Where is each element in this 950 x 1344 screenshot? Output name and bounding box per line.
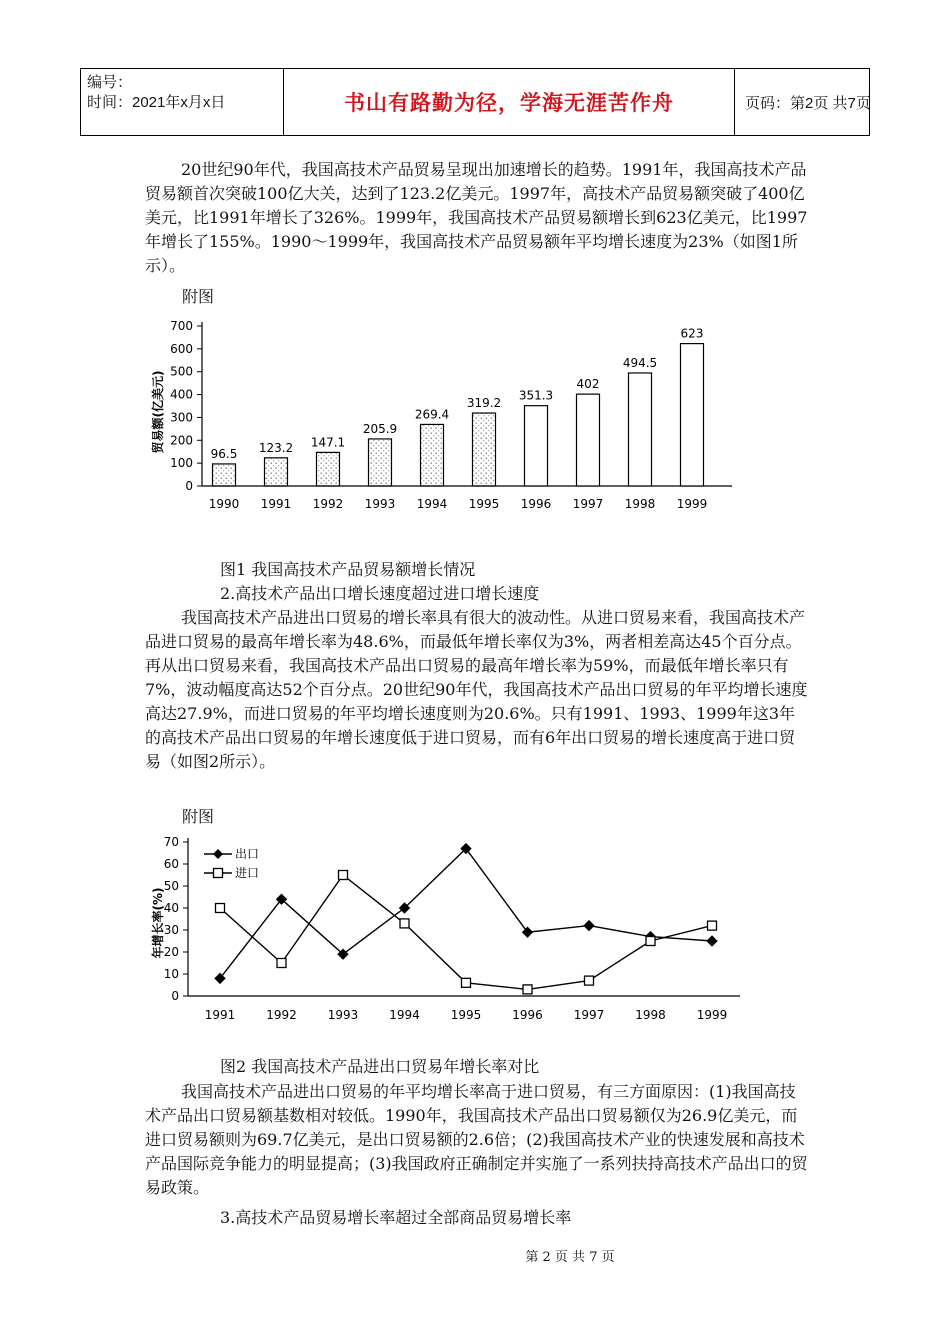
figure-1-bar [629, 373, 652, 486]
figure-1-x-tick-label: 1999 [676, 497, 708, 511]
figure-2-point-import [523, 985, 532, 994]
figure-2-y-tick-label: 0 [171, 989, 179, 1003]
figure-1-value-label: 269.4 [414, 407, 450, 422]
figure-2-x-tick-label: 1991 [204, 1008, 236, 1022]
figure-1-y-tick-label: 100 [170, 456, 193, 471]
figure-2-x-tick-label: 1998 [635, 1008, 666, 1022]
figure-1-x-tick-label: 1994 [416, 497, 448, 511]
figure-2-y-tick-label: 60 [163, 857, 179, 871]
document-time-label: 时间：2021年x月x日 [87, 94, 226, 111]
figure-2-legend-label: 出口 [235, 847, 260, 861]
document-number-label: 编号： [87, 74, 133, 91]
figure-1-y-tick-label: 400 [170, 387, 193, 402]
figure-1-bar [681, 344, 704, 486]
section-3-title: 3.高技术产品贸易增长率超过全部商品贸易增长率 [220, 1208, 572, 1227]
figure-2-x-tick-label: 1994 [389, 1008, 420, 1022]
figure-1-y-axis-label: 贸易额(亿美元) [151, 370, 165, 454]
paragraph-intro-text: 20世纪90年代，我国高技术产品贸易呈现出加速增长的趋势。1991年，我国高技术产品贸易额首次突破100亿大关，达到了123.2亿美元。1997年，高技术产品贸易额突破了400亿美元，比1991年增长了326%。1999年，我国高技术产品贸易额增长到623亿美元，比1997年增长了155%。1990～1999年，我国高技术产品贸易额年平均增长速度为23%（如图1所示）。 [145, 160, 808, 275]
header-page-info: 页码：第2页 共7页 [745, 94, 871, 112]
figure-2-x-tick-label: 1996 [512, 1008, 543, 1022]
figure-2-caption: 图2 我国高技术产品进出口贸易年增长率对比 [220, 1057, 540, 1076]
paragraph-reasons-text: 我国高技术产品进出口贸易的年平均增长率高于进口贸易，有三方面原因：(1)我国高技术产品出口贸易额基数相对较低。1990年，我国高技术产品出口贸易额仅为26.9亿美元，而进口贸易额则为69.7亿美元，是出口贸易额的2.6倍；(2)我国高技术产业的快速发展和高技术产品国际竞争能力的明显提高；(3)我国政府正确制定并实施了一系列扶持高技术产品出口的贸易政策。 [145, 1082, 808, 1197]
figure-1-value-label: 147.1 [310, 435, 346, 450]
figure-1-y-tick-label: 0 [185, 479, 193, 493]
figure-1-x-tick-label: 1992 [312, 497, 344, 511]
figure-1-value-label: 319.2 [466, 396, 502, 411]
section-2-title: 2.高技术产品出口增长速度超过进口增长速度 [220, 584, 540, 603]
figure-1-bar [473, 413, 496, 486]
figure-2-y-tick-label: 50 [163, 879, 179, 893]
figure-1-value-label: 205.9 [362, 421, 398, 436]
figure-1-bar [213, 464, 236, 486]
figure-1-x-tick-label: 1995 [468, 497, 500, 511]
figure-2-point-export [523, 927, 533, 937]
header-meta [81, 69, 284, 135]
figure-2-y-tick-label: 30 [163, 923, 179, 937]
figure-label-1: 附图 [182, 287, 215, 306]
figure-2-x-tick-label: 1999 [696, 1008, 728, 1022]
figure-1-bar [525, 406, 548, 486]
figure-label-2: 附图 [182, 807, 215, 826]
figure-2-legend-label: 进口 [235, 866, 260, 880]
figure-1-x-tick-label: 1998 [624, 497, 656, 511]
figure-2-x-tick-label: 1993 [327, 1008, 359, 1022]
figure-1-value-label: 351.3 [518, 388, 554, 403]
figure-1-value-label: 96.5 [210, 446, 238, 461]
footer-page-number: 第 2 页 共 7 页 [525, 1250, 615, 1265]
figure-1-value-label: 623 [680, 326, 704, 341]
figure-2-point-import [400, 919, 409, 928]
figure-1-bar [265, 458, 288, 486]
figure-1-value-label: 494.5 [622, 355, 658, 370]
figure-2-x-tick-label: 1995 [450, 1008, 482, 1022]
figure-2-point-import [585, 976, 594, 985]
figure-2-series-line [220, 875, 712, 989]
figure-2-point-import [216, 904, 225, 913]
figure-1-x-tick-label: 1990 [208, 497, 240, 511]
figure-2-y-axis-label: 年增长率(%) [151, 887, 165, 959]
figure-1-x-tick-label: 1997 [572, 497, 604, 511]
figure-2-y-tick-label: 70 [163, 835, 179, 849]
figure-1-bar [577, 394, 600, 486]
figure-2-point-import [708, 921, 717, 930]
page-footer [0, 1246, 950, 1265]
figure-2-y-tick-label: 20 [163, 945, 179, 959]
figure-2-line-chart [140, 828, 750, 1028]
figure-1-y-tick-label: 500 [170, 364, 193, 379]
figure-2-x-tick-label: 1997 [573, 1008, 605, 1022]
figure-2-series-line [220, 849, 712, 979]
paragraph-growth-rate-text: 我国高技术产品进出口贸易的增长率具有很大的波动性。从进口贸易来看，我国高技术产品进口贸易的最高年增长率为48.6%，而最低年增长率仅为3%，两者相差高达45个百分点。再从出口贸易来看，我国高技术产品出口贸易的最高年增长率为59%，而最低年增长率只有7%，波动幅度高达52个百分点。20世纪90年代，我国高技术产品出口贸易的年平均增长速度高达27.9%，而进口贸易的年平均增长速度则为20.6%。只有1991、1993、1999年这3年的高技术产品出口贸易的年增长速度低于进口贸易，而有6年出口贸易的增长速度高于进口贸易（如图2所示）。 [145, 608, 808, 771]
figure-1-bar [317, 452, 340, 486]
document-header [80, 68, 870, 136]
figure-2-y-tick-label: 10 [163, 967, 179, 981]
figure-1-bar [369, 439, 392, 486]
figure-2-point-import [339, 871, 348, 880]
figure-1-y-tick-label: 200 [170, 433, 193, 448]
figure-2-legend-marker [213, 849, 223, 859]
figure-2-point-import [462, 978, 471, 987]
figure-2-point-export [707, 936, 717, 946]
figure-2-point-import [646, 937, 655, 946]
figure-1-caption: 图1 我国高技术产品贸易额增长情况 [220, 560, 476, 579]
figure-1-x-tick-label: 1993 [364, 497, 396, 511]
figure-1-y-tick-label: 700 [170, 319, 193, 333]
figure-2-point-import [277, 959, 286, 968]
figure-1-bar [421, 424, 444, 486]
figure-1-y-tick-label: 600 [170, 341, 193, 356]
figure-1-bar-chart [140, 312, 740, 522]
paragraph-growth-rate [145, 606, 810, 774]
figure-1-value-label: 402 [576, 377, 600, 392]
figure-2-y-tick-label: 40 [163, 901, 179, 915]
header-motto: 书山有路勤为径，学海无涯苦作舟 [284, 69, 735, 135]
figure-2-point-export [584, 921, 594, 931]
figure-1-y-tick-label: 300 [170, 410, 193, 425]
paragraph-intro [145, 158, 810, 278]
paragraph-reasons [145, 1080, 810, 1200]
figure-2-x-tick-label: 1992 [266, 1008, 297, 1022]
figure-1-x-tick-label: 1991 [260, 497, 292, 511]
figure-1-x-tick-label: 1996 [520, 497, 552, 511]
figure-2-legend-marker [214, 869, 223, 878]
figure-1-value-label: 123.2 [258, 440, 294, 455]
